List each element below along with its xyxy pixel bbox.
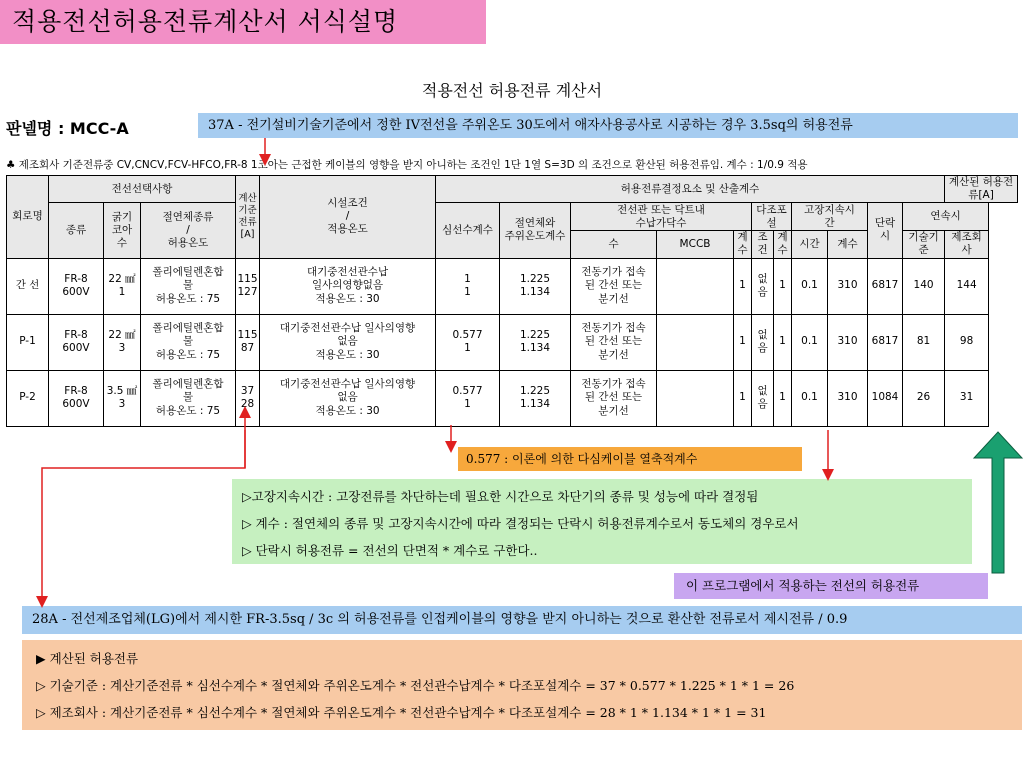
cell-insulation: 폴리에틸렌혼합 물 허용온도 : 75	[141, 370, 236, 426]
cell-size: 22 ㎟ 3	[104, 314, 141, 370]
definition-line: ▷ 단락시 허용전류 = 전선의 단면적 * 계수로 구한다..	[242, 543, 538, 558]
header-mccb: MCCB	[657, 231, 734, 258]
cell-coefficient: 310	[828, 314, 868, 370]
callout-program-current: 이 프로그램에서 적용하는 전선의 허용전류	[674, 573, 988, 599]
cell-facility: 대기중전선관수납 일사의영향 없음 적용온도 : 30	[260, 370, 436, 426]
cell-circuit: P-2	[7, 370, 49, 426]
cell-multi-factor: 1	[774, 370, 792, 426]
cell-conduit-factor: 1	[734, 370, 752, 426]
header-size: 굵기 코아 수	[104, 203, 141, 258]
header-type: 종류	[49, 203, 104, 258]
definition-line: ▷ 계수 : 절연체의 종류 및 고장지속시간에 따라 결정되는 단락시 허용전류계수로서 동도체의 경우로서	[242, 516, 799, 531]
cell-facility: 대기중전선관수납 일사의영향 없음 적용온도 : 30	[260, 314, 436, 370]
definition-line: ▷고장지속시간 : 고장전류를 차단하는데 필요한 시간으로 차단기의 종류 및 성능에 따라 결정됨	[242, 489, 759, 504]
cell-base-current: 115 87	[236, 314, 260, 370]
cell-coefficient: 310	[828, 370, 868, 426]
header-base-current: 계산기준전류[A]	[236, 176, 260, 259]
header-multi-layer: 다조포설	[752, 203, 792, 231]
formula-line-maker: ▷ 제조회사 : 계산기준전류 * 심선수계수 * 절연체와 주위온도계수 * 전선관수납계수 * 다조포설계수 = 28 * 1 * 1.134 * 1 * 1 = 31	[36, 705, 767, 720]
green-arrow	[974, 432, 1022, 573]
cell-base-current: 115 127	[236, 258, 260, 314]
header-conduit: 전선관 또는 닥트내 수납가닥수	[571, 203, 752, 231]
header-wire-selection: 전선선택사항	[49, 176, 236, 203]
cell-short-circuit: 6817	[868, 314, 903, 370]
cell-temp-factor: 1.225 1.134	[500, 370, 571, 426]
cell-core-factor: 1 1	[436, 258, 500, 314]
cell-manufacturer: 31	[945, 370, 989, 426]
header-condition: 조 건	[752, 231, 774, 258]
cell-condition: 없 음	[752, 258, 774, 314]
red-arrow-28a	[42, 430, 245, 602]
cell-core-factor: 0.577 1	[436, 314, 500, 370]
cell-tech-standard: 140	[903, 258, 945, 314]
cell-conduit: 전동기가 접속 된 간선 또는 분기선	[571, 258, 657, 314]
header-core-factor: 심선수계수	[436, 203, 500, 258]
header-time: 시간	[792, 231, 828, 258]
manufacturer-note: ♣ 제조회사 기준전류중 CV,CNCV,FCV-HFCO,FR-8 1코아는 근접한 케이블의 영향을 받지 아니하는 조건인 1단 1열 S=3D 의 조건으로 환산된 허용전류임. 계수 : 1/0.9 적용	[6, 159, 808, 171]
cell-type: FR-8 600V	[49, 314, 104, 370]
cell-short-circuit: 1084	[868, 370, 903, 426]
cell-coefficient: 310	[828, 258, 868, 314]
cell-core-factor: 0.577 1	[436, 370, 500, 426]
cell-circuit: P-1	[7, 314, 49, 370]
cell-type: FR-8 600V	[49, 370, 104, 426]
cell-conduit: 전동기가 접속 된 간선 또는 분기선	[571, 370, 657, 426]
header-temp-factor: 절연체와 주위온도계수	[500, 203, 571, 258]
cell-temp-factor: 1.225 1.134	[500, 314, 571, 370]
callout-0577: 0.577 : 이론에 의한 다심케이블 열축적계수	[458, 447, 802, 471]
cell-time: 0.1	[792, 258, 828, 314]
cell-insulation: 폴리에틸렌혼합 물 허용온도 : 75	[141, 258, 236, 314]
header-factors: 허용전류결정요소 및 산출계수	[436, 176, 945, 203]
cell-temp-factor: 1.225 1.134	[500, 258, 571, 314]
cell-size: 3.5 ㎟ 3	[104, 370, 141, 426]
cell-condition: 없 음	[752, 370, 774, 426]
cell-multi-factor: 1	[774, 314, 792, 370]
header-circuit: 회로명	[7, 176, 49, 259]
header-calculated-current: 계산된 허용전류[A]	[945, 176, 1018, 203]
cell-conduit-factor: 1	[734, 314, 752, 370]
cell-manufacturer: 98	[945, 314, 989, 370]
callout-28a: 28A - 전선제조업체(LG)에서 제시한 FR-3.5sq / 3c 의 허용전류를 인접케이블의 영향을 받지 아니하는 것으로 환산한 전류로서 제시전류 / 0.9	[22, 606, 1022, 634]
cell-tech-standard: 81	[903, 314, 945, 370]
cell-condition: 없 음	[752, 314, 774, 370]
cell-conduit: 전동기가 접속 된 간선 또는 분기선	[571, 314, 657, 370]
cell-size: 22 ㎟ 1	[104, 258, 141, 314]
cell-short-circuit: 6817	[868, 258, 903, 314]
cell-circuit: 간 선	[7, 258, 49, 314]
cell-base-current: 37 28	[236, 370, 260, 426]
header-insulation: 절연체종류 / 허용온도	[141, 203, 236, 258]
header-continuous: 연속시	[903, 203, 989, 231]
cell-tech-standard: 26	[903, 370, 945, 426]
cell-type: FR-8 600V	[49, 258, 104, 314]
cell-facility: 대기중전선관수납 일사의영향없음 적용온도 : 30	[260, 258, 436, 314]
header-coefficient: 계수	[828, 231, 868, 258]
header-multi-factor: 계 수	[774, 231, 792, 258]
header-short-circuit: 단락 시	[868, 203, 903, 258]
formula-heading: ▶ 계산된 허용전류	[36, 651, 139, 666]
cell-multi-factor: 1	[774, 258, 792, 314]
header-manufacturer: 제조회 사	[945, 231, 989, 258]
cell-time: 0.1	[792, 370, 828, 426]
callout-37a: 37A - 전기설비기술기준에서 정한 IV전선을 주위온도 30도에서 애자사용공사로 시공하는 경우 3.5sq의 허용전류	[198, 113, 1018, 138]
slide-title: 적용전선허용전류계산서 서식설명	[0, 0, 486, 44]
header-conduit-factor: 계 수	[734, 231, 752, 258]
formula-line-tech: ▷ 기술기준 : 계산기준전류 * 심선수계수 * 절연체와 주위온도계수 * 전선관수납계수 * 다조포설계수 = 37 * 0.577 * 1.225 * 1 * 1 = 26	[36, 678, 795, 693]
header-count: 수	[571, 231, 657, 258]
panel-name: 판넬명 : MCC-A	[6, 119, 129, 138]
header-fault-time: 고장지속시 간	[792, 203, 868, 231]
cell-time: 0.1	[792, 314, 828, 370]
header-tech-standard: 기술기 준	[903, 231, 945, 258]
cell-insulation: 폴리에틸렌혼합 물 허용온도 : 75	[141, 314, 236, 370]
document-title: 적용전선 허용전류 계산서	[421, 81, 603, 100]
header-facility: 시설조건 / 적용온도	[260, 176, 436, 259]
cell-conduit-factor: 1	[734, 258, 752, 314]
cell-manufacturer: 144	[945, 258, 989, 314]
